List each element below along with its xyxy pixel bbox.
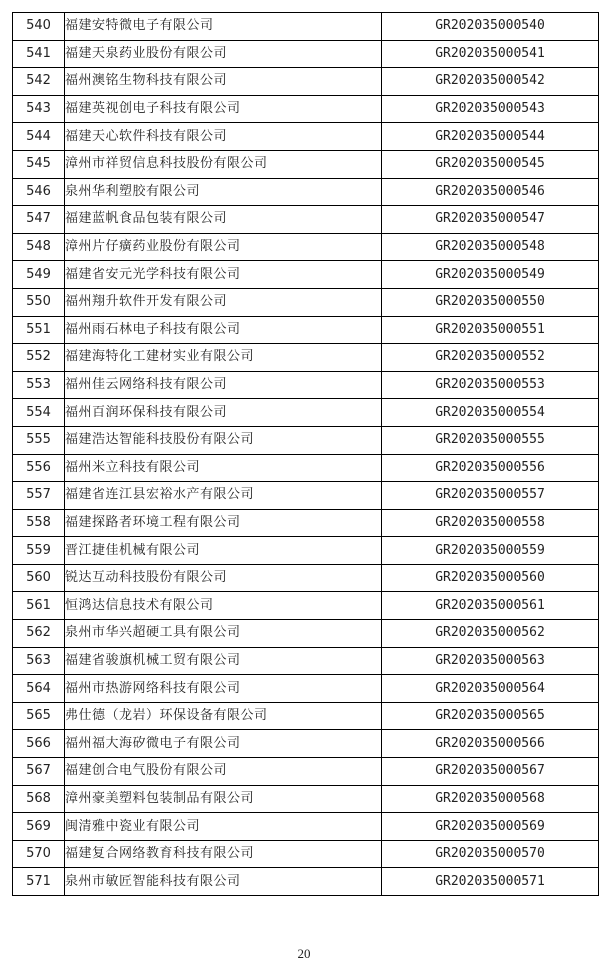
certificate-number-cell: GR202035000554 [382, 399, 599, 427]
table-row [13, 730, 599, 758]
certificate-number-cell: GR202035000551 [382, 316, 599, 344]
row-number-cell: 571 [13, 868, 65, 896]
row-number-cell: 565 [13, 702, 65, 730]
row-number-cell: 549 [13, 261, 65, 289]
company-name-cell: 弗仕德（龙岩）环保设备有限公司 [65, 702, 382, 730]
company-name-cell: 晋江捷佳机械有限公司 [65, 537, 382, 565]
company-name-cell: 福州澳铭生物科技有限公司 [65, 68, 382, 96]
row-number-cell: 557 [13, 482, 65, 510]
certificate-number-cell: GR202035000560 [382, 564, 599, 592]
company-name-cell: 福建蓝帆食品包装有限公司 [65, 206, 382, 234]
row-number-cell: 542 [13, 68, 65, 96]
certificate-number-cell: GR202035000556 [382, 454, 599, 482]
row-number-cell: 570 [13, 840, 65, 868]
company-name-cell: 福建天心软件科技有限公司 [65, 123, 382, 151]
row-number-cell: 551 [13, 316, 65, 344]
table-row [13, 564, 599, 592]
certificate-number-cell: GR202035000561 [382, 592, 599, 620]
table-row [13, 233, 599, 261]
row-number-cell: 560 [13, 564, 65, 592]
company-name-cell: 福建复合网络教育科技有限公司 [65, 840, 382, 868]
certificate-number-cell: GR202035000543 [382, 95, 599, 123]
page-number: 20 [297, 946, 311, 961]
certificate-number-cell: GR202035000564 [382, 675, 599, 703]
row-number-cell: 568 [13, 785, 65, 813]
certificate-number-cell: GR202035000552 [382, 344, 599, 372]
certificate-number-cell: GR202035000555 [382, 426, 599, 454]
certificate-number-cell: GR202035000567 [382, 758, 599, 786]
table-row [13, 288, 599, 316]
company-name-cell: 福州翔升软件开发有限公司 [65, 288, 382, 316]
table-row [13, 426, 599, 454]
table-row [13, 840, 599, 868]
company-name-cell: 福建英视创电子科技有限公司 [65, 95, 382, 123]
certificate-number-cell: GR202035000544 [382, 123, 599, 151]
certificate-number-cell: GR202035000558 [382, 509, 599, 537]
row-number-cell: 569 [13, 813, 65, 841]
table-body [13, 13, 599, 896]
company-name-cell: 福州市热游网络科技有限公司 [65, 675, 382, 703]
table-row [13, 344, 599, 372]
company-name-cell: 福建创合电气股份有限公司 [65, 758, 382, 786]
table-row [13, 868, 599, 896]
company-name-cell: 福建探路者环境工程有限公司 [65, 509, 382, 537]
table-row [13, 206, 599, 234]
company-name-cell: 泉州市敏匠智能科技有限公司 [65, 868, 382, 896]
certificate-number-cell: GR202035000548 [382, 233, 599, 261]
company-name-cell: 福州福大海矽微电子有限公司 [65, 730, 382, 758]
table-row [13, 537, 599, 565]
row-number-cell: 561 [13, 592, 65, 620]
row-number-cell: 558 [13, 509, 65, 537]
row-number-cell: 544 [13, 123, 65, 151]
table-row [13, 68, 599, 96]
row-number-cell: 550 [13, 288, 65, 316]
row-number-cell: 552 [13, 344, 65, 372]
table-row [13, 316, 599, 344]
certificate-number-cell: GR202035000569 [382, 813, 599, 841]
table-row [13, 702, 599, 730]
table-row [13, 123, 599, 151]
certificate-number-cell: GR202035000541 [382, 40, 599, 68]
certificate-number-cell: GR202035000570 [382, 840, 599, 868]
certificate-number-cell: GR202035000540 [382, 13, 599, 41]
certificate-number-cell: GR202035000566 [382, 730, 599, 758]
table-row [13, 785, 599, 813]
certificate-number-cell: GR202035000546 [382, 178, 599, 206]
certificate-number-cell: GR202035000568 [382, 785, 599, 813]
row-number-cell: 545 [13, 150, 65, 178]
company-certificate-table [12, 12, 599, 896]
table-row [13, 399, 599, 427]
row-number-cell: 566 [13, 730, 65, 758]
row-number-cell: 547 [13, 206, 65, 234]
certificate-number-cell: GR202035000571 [382, 868, 599, 896]
certificate-number-cell: GR202035000549 [382, 261, 599, 289]
certificate-number-cell: GR202035000559 [382, 537, 599, 565]
table-row [13, 620, 599, 648]
company-name-cell: 漳州市祥贸信息科技股份有限公司 [65, 150, 382, 178]
table-row [13, 178, 599, 206]
row-number-cell: 546 [13, 178, 65, 206]
row-number-cell: 554 [13, 399, 65, 427]
row-number-cell: 564 [13, 675, 65, 703]
table-row [13, 592, 599, 620]
certificate-number-cell: GR202035000557 [382, 482, 599, 510]
company-name-cell: 福州佳云网络科技有限公司 [65, 371, 382, 399]
table-row [13, 675, 599, 703]
certificate-number-cell: GR202035000542 [382, 68, 599, 96]
row-number-cell: 548 [13, 233, 65, 261]
company-name-cell: 闽清雅中瓷业有限公司 [65, 813, 382, 841]
company-name-cell: 福州米立科技有限公司 [65, 454, 382, 482]
company-name-cell: 漳州豪美塑料包装制品有限公司 [65, 785, 382, 813]
company-name-cell: 泉州华利塑胶有限公司 [65, 178, 382, 206]
company-name-cell: 泉州市华兴超硬工具有限公司 [65, 620, 382, 648]
row-number-cell: 543 [13, 95, 65, 123]
row-number-cell: 540 [13, 13, 65, 41]
table-row [13, 454, 599, 482]
table-row [13, 40, 599, 68]
row-number-cell: 553 [13, 371, 65, 399]
company-name-cell: 福建天泉药业股份有限公司 [65, 40, 382, 68]
certificate-number-cell: GR202035000562 [382, 620, 599, 648]
row-number-cell: 559 [13, 537, 65, 565]
table-row [13, 482, 599, 510]
company-name-cell: 福建海特化工建材实业有限公司 [65, 344, 382, 372]
company-name-cell: 漳州片仔癀药业股份有限公司 [65, 233, 382, 261]
table-row [13, 758, 599, 786]
certificate-number-cell: GR202035000563 [382, 647, 599, 675]
company-name-cell: 福建省安元光学科技有限公司 [65, 261, 382, 289]
company-name-cell: 福建省连江县宏裕水产有限公司 [65, 482, 382, 510]
company-name-cell: 福建安特微电子有限公司 [65, 13, 382, 41]
row-number-cell: 563 [13, 647, 65, 675]
certificate-number-cell: GR202035000565 [382, 702, 599, 730]
table-row [13, 813, 599, 841]
table-row [13, 95, 599, 123]
certificate-number-cell: GR202035000545 [382, 150, 599, 178]
row-number-cell: 556 [13, 454, 65, 482]
table-row [13, 150, 599, 178]
company-name-cell: 锐达互动科技股份有限公司 [65, 564, 382, 592]
company-name-cell: 福州百润环保科技有限公司 [65, 399, 382, 427]
certificate-number-cell: GR202035000553 [382, 371, 599, 399]
table-row [13, 371, 599, 399]
table-row [13, 261, 599, 289]
certificate-number-cell: GR202035000550 [382, 288, 599, 316]
company-name-cell: 福建省骏旗机械工贸有限公司 [65, 647, 382, 675]
row-number-cell: 562 [13, 620, 65, 648]
certificate-number-cell: GR202035000547 [382, 206, 599, 234]
row-number-cell: 555 [13, 426, 65, 454]
table-row [13, 13, 599, 41]
company-name-cell: 福建浩达智能科技股份有限公司 [65, 426, 382, 454]
table-row [13, 647, 599, 675]
company-name-cell: 恒鸿达信息技术有限公司 [65, 592, 382, 620]
company-name-cell: 福州雨石林电子科技有限公司 [65, 316, 382, 344]
row-number-cell: 567 [13, 758, 65, 786]
row-number-cell: 541 [13, 40, 65, 68]
table-row [13, 509, 599, 537]
